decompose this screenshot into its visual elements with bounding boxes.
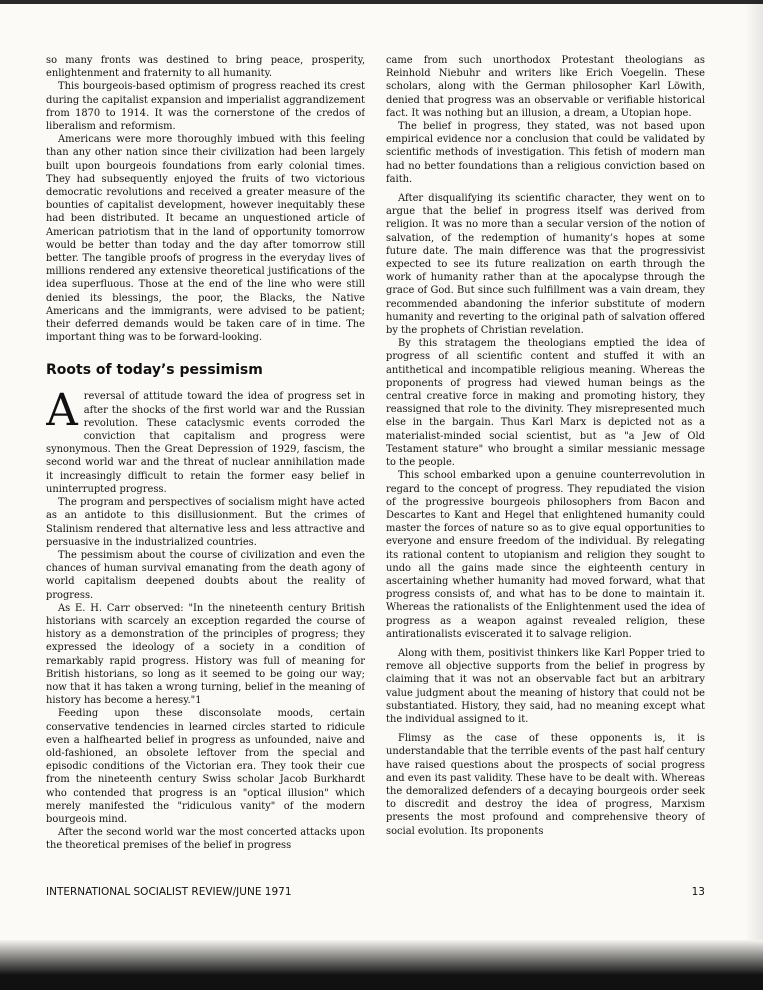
- paragraph: As E. H. Carr observed: "In the nineteenth century British historians with scarcely an exception regarded the course of history as a demonstration of the principles of progress; they expressed the ideology of a society in a condition of remarkably rapid progress. History was full of meaning for British historians, so long as it seemed to be going our way; now that it has taken a wrong turning, belief in the meaning of history has become a heresy."1: [46, 602, 365, 707]
- section-heading: Roots of today’s pessimism: [46, 362, 263, 379]
- paragraph: The program and perspectives of socialism might have acted as an antidote to this disillusionment. But the crimes of Stalinism rendered that alternative less and less attractive and persuasive in the industrialized countries.: [46, 497, 365, 548]
- paragraph: This school embarked upon a genuine counterrevolution in regard to the concept of progress. They repudiated the vision of the progressive bourgeois philosophers from Bacon and Descartes to Kant and Hegel that enlightened humanity could master the forces of nature so as to give equal opportunities to everyone and ensure freedom of the individual. By relegating its rational content to utopianism and religion they sought to undo all the gains made since the eighteenth century in ascertaining whether humanity had moved forward, what that progress consists of, and what has to be done to maintain it. Whereas the rationalists of the Enlightenment used the idea of progress as a weapon against revealed religion, these antirationalists eviscerated it to salvage religion.: [386, 470, 705, 640]
- page-edge-shadow: [745, 0, 763, 940]
- paragraph: Flimsy as the case of these opponents is, it is understandable that the terrible events of the past half century have raised questions about the prospects of social progress and even its past validity. These have to be dealt with. Whereas the demoralized defenders of a decaying bourgeois order seek to discredit and destroy the idea of progress, Marxism presents the most profound and comprehensive theory of social evolution. Its proponents: [386, 733, 705, 837]
- paragraph: By this stratagem the theologians emptied the idea of progress of all scientific content and stuffed it with an antithetical and incompatible religious meaning. Whereas the proponents of progress had viewed human beings as the central creative force in making and promoting history, they reassigned that role to the divinity. They misrepresented much else in the bargain. Thus Karl Marx is depicted not as a materialist-minded social scientist, but as "a Jew of Old Testament stature" who brought a similar messianic message to the people.: [386, 338, 705, 469]
- paragraph: Feeding upon these disconsolate moods, certain conservative tendencies in learned circles started to ridicule even a halfhearted belief in progress as unfounded, naive and old-fashioned, an obsolete leftover from the special and episodic conditions of the Victorian era. They took their cue from the nineteenth century Swiss scholar Jacob Burkhardt who contended that progress is an "optical illusion" which merely manifested the "ridiculous vanity" of the modern bourgeois mind.: [46, 708, 365, 825]
- page-footer: [46, 886, 705, 898]
- paragraph-with-dropcap: [46, 385, 365, 496]
- paragraph: The belief in progress, they stated, was not based upon empirical evidence nor a conclusion that could be validated by scientific methods of investigation. This fetish of modern man had no better foundations than a religious conviction based on faith.: [386, 121, 705, 185]
- paragraph: so many fronts was destined to bring peace, prosperity, enlightenment and fraternity to all humanity.: [46, 55, 365, 80]
- paragraph-text: reversal of attitude toward the idea of progress set in after the shocks of the first world war and the Russian revolution. These cataclysmic events corroded the conviction that capitalism and progress were synonymous. Then the Great Depression of 1929, fascism, the second world war and the threat of nuclear annihilation made it increasingly difficult to retain the former easy belief in uninterrupted progress.: [46, 391, 365, 495]
- paragraph: This bourgeois-based optimism of progress reached its crest during the capitalist expansion and imperialist aggrandizement from 1870 to 1914. It was the cornerstone of the credos of liberalism and reformism.: [46, 81, 365, 133]
- paragraph: Along with them, positivist thinkers like Karl Popper tried to remove all objective supports from the belief in progress by claiming that it was not an observable fact but an arbitrary value judgment about the meaning of history that could not be substantiated. History, they said, had no meaning except what the individual assigned to it.: [386, 647, 705, 725]
- page-number: 13: [691, 886, 705, 898]
- journal-citation: INTERNATIONAL SOCIALIST REVIEW/JUNE 1971: [46, 886, 292, 898]
- paragraph: After disqualifying its scientific character, they went on to argue that the belief in progress itself was derived from religion. It was no more than a secular version of the notion of salvation, of the redemption of humanity’s hopes at some future date. The main difference was that the progressivist expected to see its future realization on earth through the work of humanity rather than at the apocalypse through the grace of God. But since such fulfillment was a vain dream, they recommended abandoning the inferior substitute of modern humanity and reverting to the original path of salvation offered by the prophets of Christian revelation.: [386, 193, 705, 337]
- paragraph: came from such unorthodox Protestant theologians as Reinhold Niebuhr and writers like Erich Voegelin. These scholars, along with the German philosopher Karl Löwith, denied that progress was an observable or verifiable historical fact. It was nothing but an illusion, a dream, a Utopian hope.: [386, 55, 705, 119]
- scan-shadow: [0, 940, 763, 990]
- paragraph: After the second world war the most concerted attacks upon the theoretical premises of the belief in progress: [46, 827, 365, 852]
- paragraph: Americans were more thoroughly imbued with this feeling than any other nation since their civilization had been largely built upon bourgeois foundations from early colonial times. They had subsequently enjoyed the fruits of two victorious democratic revolutions and received a greater measure of the bounties of capitalist development, however inequitably these had been distributed. It became an unquestioned article of American patriotism that in the land of opportunity tomorrow would be better than today and the day after tomorrow still better. The tangible proofs of progress in the everyday lives of millions rendered any extensive theoretical justifications of the idea superfluous. Those at the end of the line who were still denied its blessings, the poor, the Blacks, the Native Americans and the immigrants, were advised to be patient; their deferred demands would be taken care of in time. The important thing was to be forward-looking.: [46, 134, 365, 344]
- top-border: [0, 0, 763, 4]
- left-column: [46, 54, 365, 874]
- paragraph: The pessimism about the course of civilization and even the chances of human survival emanating from the death agony of world capitalism deepened doubts about the reality of progress.: [46, 549, 365, 601]
- right-column: [386, 54, 705, 874]
- article-body: [46, 54, 705, 874]
- drop-cap: A: [46, 385, 78, 437]
